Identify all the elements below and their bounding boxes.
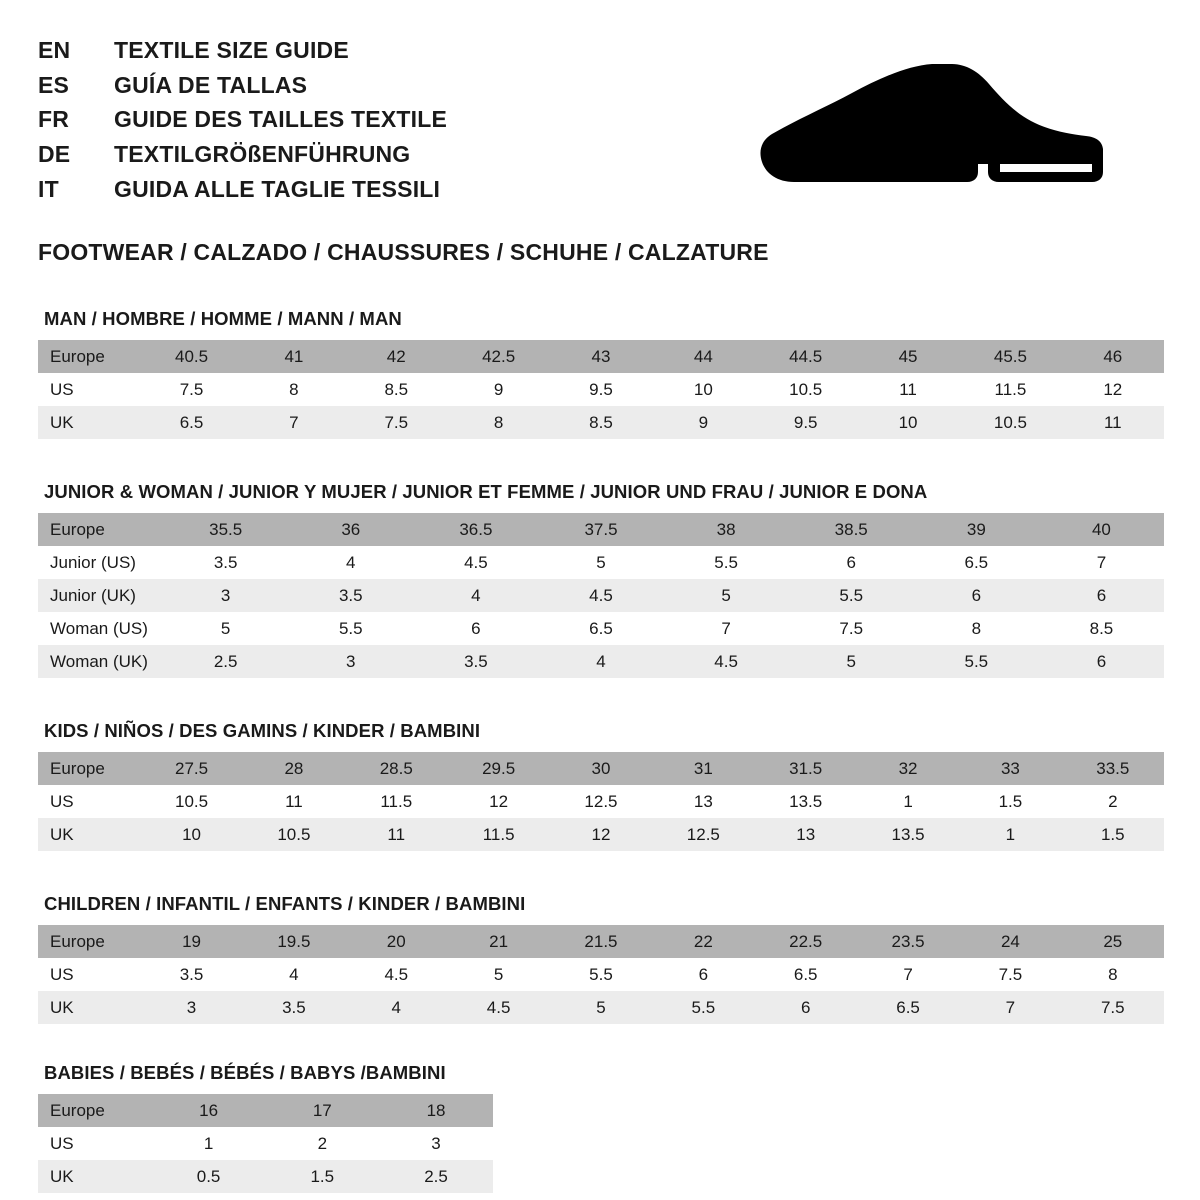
category-title: FOOTWEAR / CALZADO / CHAUSSURES / SCHUHE / CALZATURE [38, 239, 769, 266]
row-label: UK [38, 818, 140, 851]
language-code: DE [38, 140, 71, 167]
section-junior-woman [38, 481, 1164, 678]
page-header [38, 34, 1164, 205]
language-row [38, 69, 447, 102]
cell: 9.5 [589, 379, 613, 399]
cell: 44.5 [755, 340, 857, 373]
cell: 37.5 [538, 513, 663, 546]
language-row [38, 138, 447, 171]
section-title: MAN / HOMBRE / HOMME / MANN / MAN [44, 308, 402, 330]
cell: 7.5 [998, 964, 1023, 984]
cell: 3 [288, 645, 413, 678]
cell: 45 [857, 340, 959, 373]
table-row [38, 925, 1164, 958]
cell: 5.5 [338, 618, 363, 638]
cell: 5 [220, 618, 231, 638]
row-label: Junior (UK) [38, 579, 163, 612]
cell: 7 [243, 406, 345, 439]
cell: 6 [698, 964, 709, 984]
cell: 1 [903, 791, 913, 811]
cell: 4.5 [384, 964, 409, 984]
cell: 3.5 [213, 552, 238, 572]
cell: 2 [317, 1133, 328, 1153]
row-label: Europe [38, 340, 140, 373]
language-code: FR [38, 106, 70, 133]
cell: 32 [857, 752, 959, 785]
cell: 2 [1108, 791, 1118, 811]
cell: 3 [431, 1133, 441, 1153]
cell: 8 [447, 406, 549, 439]
cell: 21.5 [550, 925, 652, 958]
table-row [38, 991, 1164, 1024]
cell: 6 [914, 579, 1039, 612]
cell: 10 [857, 406, 959, 439]
cell: 5 [789, 645, 914, 678]
cell: 3 [140, 991, 242, 1024]
cell: 10.5 [243, 818, 345, 851]
cell: 46 [1062, 340, 1164, 373]
cell: 13.5 [789, 791, 823, 811]
language-title: TEXTILE SIZE GUIDE [114, 37, 349, 63]
cell: 36 [288, 513, 413, 546]
row-label: UK [38, 1160, 152, 1193]
section-man [38, 308, 1164, 439]
table-row [38, 340, 1164, 373]
cell: 5.5 [652, 991, 754, 1024]
row-label: Europe [38, 752, 140, 785]
cell: 8.5 [550, 406, 652, 439]
cell: 8 [289, 379, 299, 399]
cell: 10 [140, 818, 242, 851]
table-row [38, 958, 1164, 991]
cell: 12 [489, 791, 509, 811]
cell: 4.5 [538, 579, 663, 612]
row-label: Europe [38, 1094, 152, 1127]
cell: 41 [243, 340, 345, 373]
cell: 6 [471, 618, 481, 638]
cell: 28 [243, 752, 345, 785]
cell: 5.5 [914, 645, 1039, 678]
language-code: EN [38, 37, 71, 63]
cell: 43 [550, 340, 652, 373]
language-row [38, 103, 447, 136]
cell: 21 [447, 925, 549, 958]
cell: 2.5 [163, 645, 288, 678]
cell: 19 [140, 925, 242, 958]
cell: 4 [289, 964, 299, 984]
cell: 5.5 [589, 964, 613, 984]
cell: 6.5 [140, 406, 242, 439]
cell: 5 [550, 991, 652, 1024]
cell: 7 [1096, 552, 1107, 572]
cell: 3.5 [413, 645, 538, 678]
row-label: Junior (US) [50, 552, 136, 572]
table-row [38, 1094, 493, 1127]
cell: 4.5 [447, 991, 549, 1024]
cell: 31.5 [755, 752, 857, 785]
cell: 13.5 [857, 818, 959, 851]
row-label: US [50, 379, 74, 399]
cell: 11 [899, 379, 917, 399]
size-table-babies [38, 1094, 493, 1193]
cell: 12 [1103, 379, 1123, 399]
cell: 22 [652, 925, 754, 958]
cell: 5.5 [714, 552, 738, 572]
row-label: US [50, 964, 74, 984]
cell: 20 [345, 925, 447, 958]
cell: 4 [346, 552, 356, 572]
language-row [38, 34, 447, 67]
table-row [38, 752, 1164, 785]
cell: 17 [265, 1094, 379, 1127]
row-label: Woman (US) [50, 618, 148, 638]
cell: 11 [345, 818, 447, 851]
language-list [38, 34, 447, 205]
cell: 2.5 [379, 1160, 493, 1193]
size-table-children [38, 925, 1164, 1024]
section-title: KIDS / NIÑOS / DES GAMINS / KINDER / BAMBINI [44, 720, 481, 742]
cell: 11 [285, 791, 303, 811]
cell: 6 [1039, 579, 1164, 612]
size-table-kids [38, 752, 1164, 851]
cell: 19.5 [243, 925, 345, 958]
table-row [38, 546, 1164, 579]
cell: 10.5 [174, 791, 209, 811]
cell: 4.5 [664, 645, 789, 678]
table-row [38, 818, 1164, 851]
table-row [38, 645, 1164, 678]
cell: 10 [693, 379, 713, 399]
cell: 24 [959, 925, 1061, 958]
row-label: Woman (UK) [38, 645, 163, 678]
section-children [38, 893, 1164, 1024]
cell: 1.5 [1062, 818, 1164, 851]
cell: 42.5 [447, 340, 549, 373]
cell: 12 [550, 818, 652, 851]
cell: 5 [493, 964, 504, 984]
cell: 6.5 [857, 991, 959, 1024]
cell: 4 [413, 579, 538, 612]
cell: 22.5 [755, 925, 857, 958]
cell: 16 [152, 1094, 266, 1127]
cell: 3.5 [243, 991, 345, 1024]
table-row [38, 579, 1164, 612]
cell: 7.5 [839, 618, 864, 638]
cell: 8 [1108, 964, 1118, 984]
cell: 25 [1062, 925, 1164, 958]
table-row [38, 373, 1164, 406]
row-label: Europe [38, 513, 163, 546]
cell: 13 [693, 791, 713, 811]
cell: 40 [1039, 513, 1164, 546]
cell: 1.5 [265, 1160, 379, 1193]
row-label: UK [38, 406, 140, 439]
cell: 33.5 [1062, 752, 1164, 785]
language-title: GUÍA DE TALLAS [114, 71, 308, 98]
section-title: JUNIOR & WOMAN / JUNIOR Y MUJER / JUNIOR ET FEMME / JUNIOR UND FRAU / JUNIOR E DONA [44, 481, 928, 503]
cell: 9 [493, 379, 504, 399]
cell: 1 [959, 818, 1061, 851]
cell: 5 [664, 579, 789, 612]
cell: 36.5 [413, 513, 538, 546]
cell: 9 [652, 406, 754, 439]
row-label: Europe [38, 925, 140, 958]
cell: 7.5 [345, 406, 447, 439]
cell: 11 [1062, 406, 1164, 439]
cell: 3 [163, 579, 288, 612]
language-code: IT [38, 175, 59, 202]
cell: 11.5 [447, 818, 549, 851]
cell: 7 [959, 991, 1061, 1024]
cell: 45.5 [959, 340, 1061, 373]
cell: 39 [914, 513, 1039, 546]
table-row [38, 513, 1164, 546]
cell: 33 [959, 752, 1061, 785]
cell: 29.5 [447, 752, 549, 785]
cell: 0.5 [152, 1160, 266, 1193]
cell: 23.5 [857, 925, 959, 958]
cell: 42 [345, 340, 447, 373]
cell: 38.5 [789, 513, 914, 546]
cell: 4.5 [464, 552, 488, 572]
language-title: TEXTILGRÖßENFÜHRUNG [114, 140, 411, 167]
dress-shoe-icon [756, 60, 1106, 195]
cell: 9.5 [755, 406, 857, 439]
cell: 7 [903, 964, 913, 984]
cell: 7 [721, 618, 731, 638]
cell: 6.5 [589, 618, 613, 638]
cell: 5 [596, 552, 606, 572]
cell: 11.5 [994, 379, 1027, 399]
row-label: US [50, 1133, 74, 1153]
cell: 18 [379, 1094, 493, 1127]
section-babies [38, 1062, 1164, 1193]
cell: 4 [538, 645, 663, 678]
cell: 8.5 [384, 379, 409, 399]
cell: 4 [345, 991, 447, 1024]
cell: 11.5 [380, 791, 413, 811]
cell: 1.5 [998, 791, 1023, 811]
cell: 6 [846, 552, 856, 572]
cell: 6 [755, 991, 857, 1024]
size-table-man [38, 340, 1164, 439]
language-title: GUIDE DES TAILLES TEXTILE [114, 106, 447, 133]
cell: 3.5 [179, 964, 204, 984]
cell: 38 [664, 513, 789, 546]
cell: 3.5 [288, 579, 413, 612]
row-label: US [50, 791, 74, 811]
cell: 8 [971, 618, 982, 638]
language-code: ES [38, 71, 70, 98]
cell: 31 [652, 752, 754, 785]
cell: 7.5 [179, 379, 204, 399]
cell: 10.5 [789, 379, 823, 399]
cell: 28.5 [345, 752, 447, 785]
table-row [38, 785, 1164, 818]
cell: 6 [1039, 645, 1164, 678]
size-table-junior-woman [38, 513, 1164, 678]
language-title: GUIDA ALLE TAGLIE TESSILI [114, 175, 441, 202]
row-label: UK [38, 991, 140, 1024]
cell: 7.5 [1062, 991, 1164, 1024]
cell: 12.5 [584, 791, 618, 811]
cell: 27.5 [140, 752, 242, 785]
cell: 5.5 [789, 579, 914, 612]
cell: 10.5 [959, 406, 1061, 439]
table-row [38, 1127, 493, 1160]
cell: 1 [203, 1133, 214, 1153]
cell: 44 [652, 340, 754, 373]
cell: 6.5 [793, 964, 818, 984]
table-row [38, 1160, 493, 1193]
cell: 12.5 [652, 818, 754, 851]
cell: 35.5 [163, 513, 288, 546]
section-title: BABIES / BEBÉS / BÉBÉS / BABYS /BAMBINI [44, 1062, 446, 1084]
section-title: CHILDREN / INFANTIL / ENFANTS / KINDER / BAMBINI [44, 893, 526, 915]
language-row [38, 173, 447, 206]
cell: 40.5 [140, 340, 242, 373]
section-kids [38, 720, 1164, 851]
cell: 30 [550, 752, 652, 785]
cell: 13 [755, 818, 857, 851]
cell: 6.5 [964, 552, 989, 572]
cell: 8.5 [1089, 618, 1114, 638]
table-row [38, 406, 1164, 439]
table-row [38, 612, 1164, 645]
